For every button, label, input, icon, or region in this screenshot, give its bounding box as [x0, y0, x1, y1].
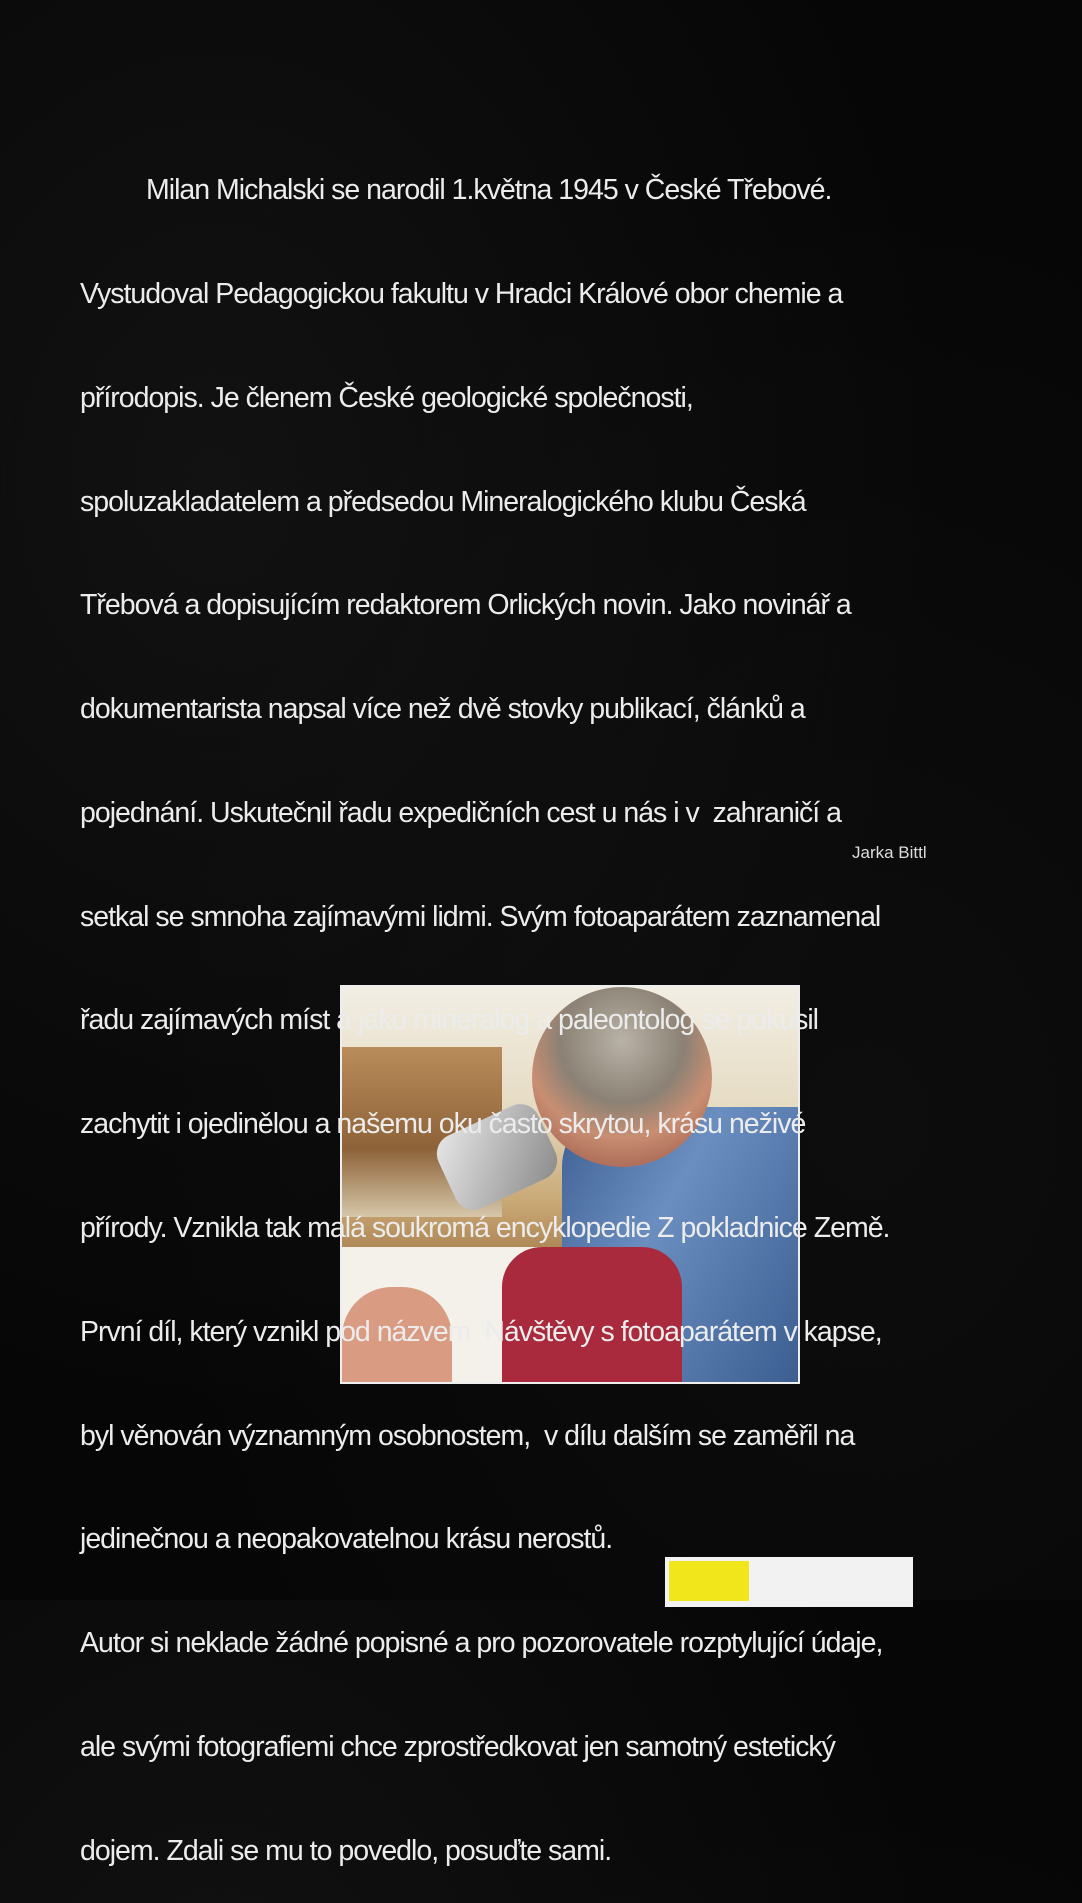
- bio-line: Milan Michalski se narodil 1.května 1945 v České Třebové.: [146, 174, 832, 207]
- author-bio: [80, 104, 1070, 1903]
- bio-line: zachytit i ojedinělou a našemu oku často skrytou, krásu neživé: [80, 1108, 806, 1141]
- bio-line: První díl, který vznikl pod názvem Návštěvy s fotoaparátem v kapse,: [80, 1315, 882, 1348]
- bio-line: setkal se smnoha zajímavými lidmi. Svým fotoaparátem zaznamenal: [80, 900, 881, 933]
- bio-line: řadu zajímavých míst a jako mineralog a paleontolog se pokusil: [80, 1004, 819, 1037]
- bio-line: byl věnován významným osobnostem, v dílu dalším se zaměřil na: [80, 1419, 855, 1452]
- bio-line: Autor si neklade žádné popisné a pro pozorovatele rozptylující údaje,: [80, 1627, 883, 1660]
- bio-line: pojednání. Uskutečnil řadu expedičních cest u nás i v zahraničí a: [80, 796, 841, 829]
- bio-line: jedinečnou a neopakovatelnou krásu nerostů.: [80, 1523, 613, 1556]
- bio-line: přírody. Vznikla tak malá soukromá encyklopedie Z pokladnice Země.: [80, 1212, 890, 1244]
- signature: Jarka Bittl: [852, 843, 927, 862]
- bio-line: Vystudoval Pedagogickou fakultu v Hradci Králové obor chemie a: [80, 277, 843, 310]
- bio-line: spoluzakladatelem a předsedou Mineralogického klubu Česká: [80, 485, 806, 518]
- bio-line: přírodopis. Je členem České geologické společnosti,: [80, 381, 693, 414]
- bio-line: dokumentarista napsal více než dvě stovky publikací, článků a: [80, 693, 805, 726]
- bio-line: dojem. Zdali se mu to povedlo, posuďte sami.: [80, 1834, 612, 1867]
- bio-line: ale svými fotografiemi chce zprostředkovat jen samotný estetický: [80, 1730, 835, 1763]
- bio-line: Třebová a dopisujícím redaktorem Orlických novin. Jako novinář a: [80, 589, 851, 622]
